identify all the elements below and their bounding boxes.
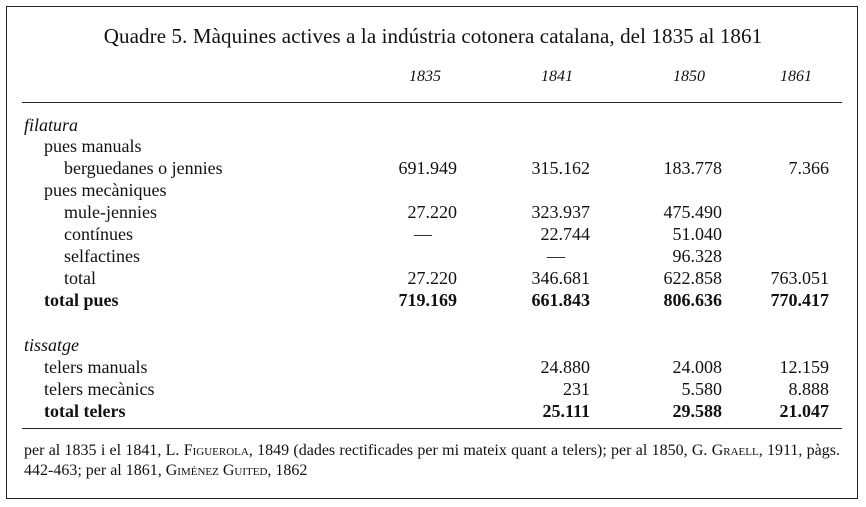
table-row xyxy=(0,267,866,289)
table-row xyxy=(0,201,866,223)
cell-1850: 622.858 xyxy=(663,268,722,288)
table-title: Quadre 5. Màquines actives a la indústria cotonera catalana, del 1835 al 1861 xyxy=(103,24,763,48)
table-row xyxy=(0,245,866,267)
row-label: total pues xyxy=(44,290,119,310)
notes-text: per al 1835 i el 1841, xyxy=(24,442,166,459)
table-row xyxy=(0,356,866,378)
group-label-pues-mecaniques: pues mecàniques xyxy=(44,180,167,200)
source-notes xyxy=(24,441,840,481)
row-label: telers mecànics xyxy=(44,379,155,399)
notes-author: L. Figuerola xyxy=(165,442,249,459)
row-label: total telers xyxy=(44,401,126,421)
header-rule xyxy=(22,102,842,103)
row-label: selfactines xyxy=(64,246,140,266)
table-row xyxy=(0,378,866,400)
cell-1850: 96.328 xyxy=(672,246,722,266)
table-row xyxy=(0,223,866,245)
cell-1861: 21.047 xyxy=(779,401,829,421)
cell-1835: 691.949 xyxy=(398,158,457,178)
column-header-1850: 1850 xyxy=(673,68,705,85)
section-row xyxy=(0,114,866,136)
row-label: mule-jennies xyxy=(64,202,157,222)
cell-1861: 770.417 xyxy=(770,290,829,310)
group-row xyxy=(0,135,866,157)
row-label: berguedanes o jennies xyxy=(64,158,223,178)
cell-1850: 24.008 xyxy=(672,357,722,377)
cell-1861: 763.051 xyxy=(770,268,829,288)
cell-1835: 27.220 xyxy=(407,202,457,222)
group-label-pues-manuals: pues manuals xyxy=(44,136,142,156)
cell-1850: 29.588 xyxy=(672,401,722,421)
cell-1850: 183.778 xyxy=(663,158,722,178)
column-header-1861: 1861 xyxy=(780,68,812,85)
cell-1841: 22.744 xyxy=(540,224,590,244)
cell-1835: — xyxy=(414,224,432,244)
table-row-total xyxy=(0,400,866,422)
cell-1850: 5.580 xyxy=(681,379,722,399)
cell-1841: — xyxy=(547,246,565,266)
cell-1835: 719.169 xyxy=(398,290,457,310)
cell-1841: 25.111 xyxy=(542,401,590,421)
row-label: contínues xyxy=(64,224,133,244)
cell-1841: 346.681 xyxy=(531,268,590,288)
cell-1850: 51.040 xyxy=(672,224,722,244)
cell-1841: 24.880 xyxy=(540,357,590,377)
cell-1841: 315.162 xyxy=(531,158,590,178)
cell-1841: 661.843 xyxy=(531,290,590,310)
footer-rule xyxy=(22,428,842,429)
table-row-total xyxy=(0,289,866,311)
cell-1861: 12.159 xyxy=(779,357,829,377)
cell-1835: 27.220 xyxy=(407,268,457,288)
row-label: telers manuals xyxy=(44,357,148,377)
column-header-1841: 1841 xyxy=(541,68,573,85)
notes-text: , 1849 (dades rectificades per mi mateix quant a telers); per al 1850, xyxy=(248,442,692,459)
section-label-filatura: filatura xyxy=(24,115,79,135)
notes-text: , 1911, pàgs. 442-463; per al 1861, xyxy=(24,442,841,479)
cell-1841: 323.937 xyxy=(531,202,590,222)
cell-1861: 7.366 xyxy=(788,158,829,178)
table-row xyxy=(0,157,866,179)
section-row xyxy=(0,334,866,356)
group-row xyxy=(0,179,866,201)
row-label: total xyxy=(64,268,96,288)
notes-author: Giménez Guited xyxy=(165,462,268,479)
column-header-1835: 1835 xyxy=(409,68,441,85)
notes-text: , 1862 xyxy=(267,462,308,479)
notes-author: G. Graell xyxy=(691,442,759,459)
cell-1850: 806.636 xyxy=(663,290,722,310)
cell-1850: 475.490 xyxy=(663,202,722,222)
cell-1861: 8.888 xyxy=(788,379,829,399)
section-label-tissatge: tissatge xyxy=(24,335,80,355)
cell-1841: 231 xyxy=(563,379,590,399)
